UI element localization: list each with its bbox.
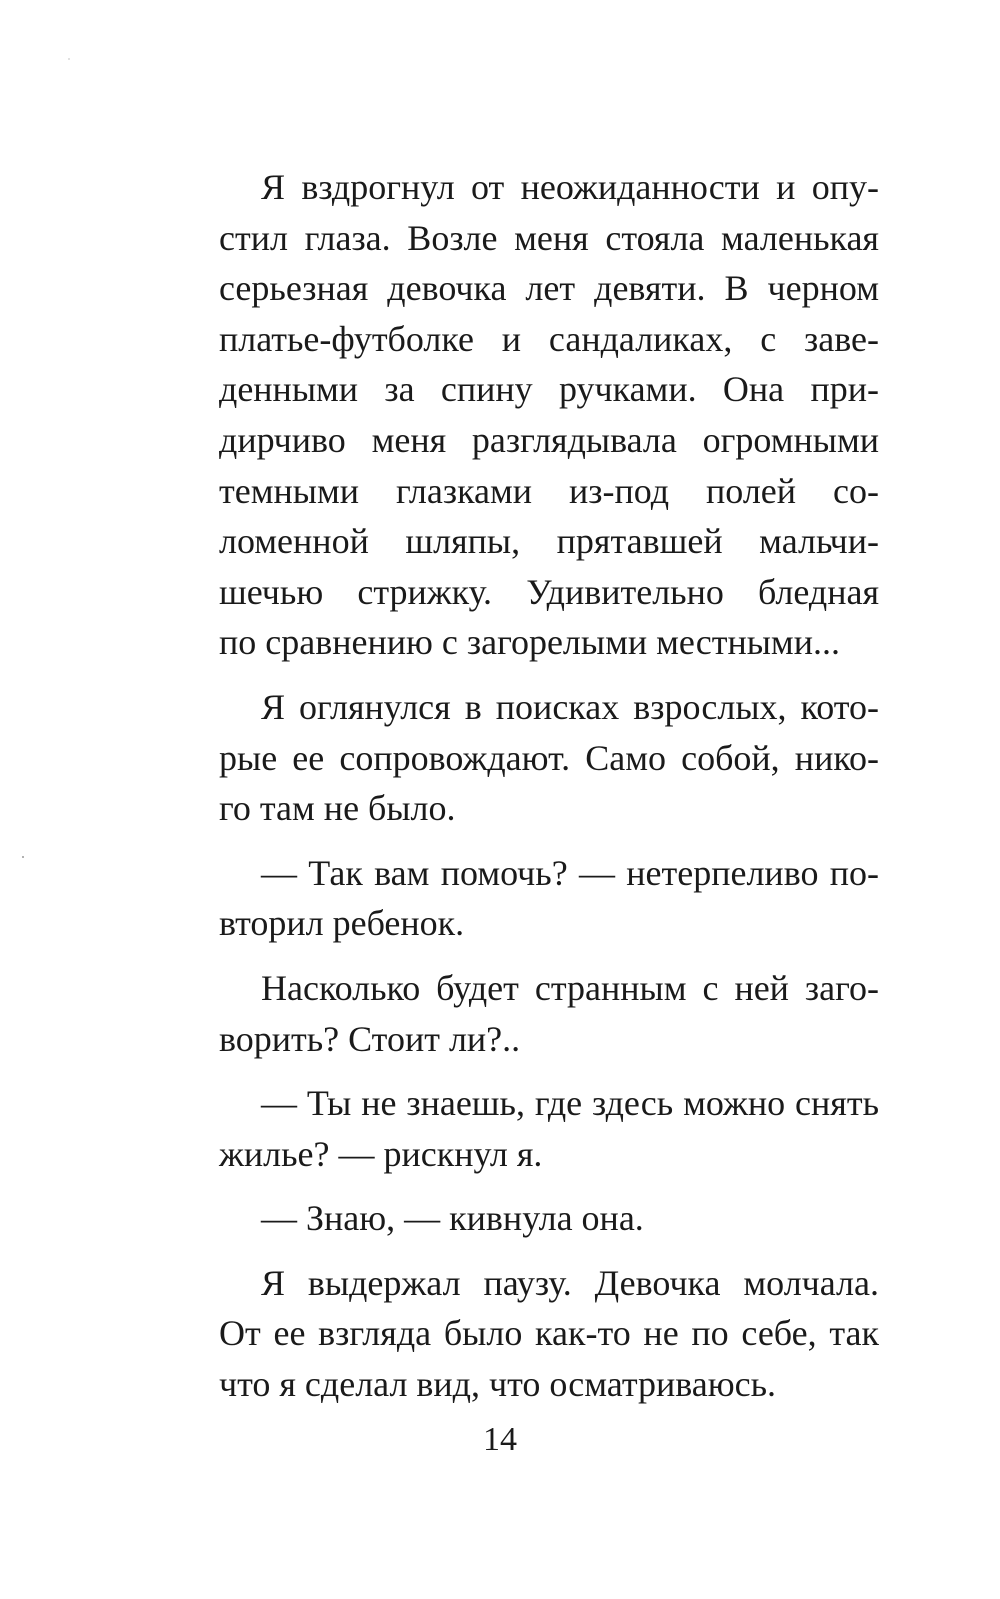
text-line: — Так вам помочь? — нетерпеливо по- [261, 852, 879, 893]
paragraph [219, 848, 879, 949]
text-line: Я вздрогнул от неожиданности и опу- [261, 167, 879, 207]
body-text [219, 162, 879, 1410]
text-line: платье-футболке и сандаликах, с заве- [219, 318, 879, 359]
paragraph [219, 963, 879, 1064]
text-line: ворить? Стоит ли?.. [219, 1018, 521, 1059]
paper-speck [22, 856, 24, 858]
text-line: жилье? — рискнул я. [219, 1133, 543, 1174]
page-number: 14 [483, 1421, 517, 1458]
text-line: го там не было. [219, 788, 456, 829]
paragraph [219, 1078, 879, 1179]
text-line: по сравнению с загорелыми местными... [219, 622, 840, 663]
text-line: дирчиво меня разглядывала огромными [219, 419, 879, 460]
text-line: Я оглянулся в поисках взрослых, кото- [261, 686, 879, 727]
text-line: стил глаза. Возле меня стояла маленькая [219, 217, 879, 258]
text-line: вторил ребенок. [219, 903, 465, 944]
paragraph [219, 682, 879, 834]
text-line: что я сделал вид, что осматриваюсь. [219, 1364, 777, 1405]
text-line: денными за спину ручками. Она при- [219, 369, 879, 410]
text-line: Насколько будет странным с ней заго- [261, 967, 879, 1008]
text-line: серьезная девочка лет девяти. В черном [219, 268, 879, 309]
text-line: рые ее сопровождают. Само собой, нико- [219, 737, 879, 778]
text-line: — Ты не знаешь, где здесь можно снять [261, 1083, 879, 1124]
text-line: Я выдержал паузу. Девочка молчала. [261, 1262, 879, 1303]
paragraph [219, 1258, 879, 1410]
text-line: шечью стрижку. Удивительно бледная [219, 571, 879, 612]
text-line: темными глазками из-под полей со- [219, 470, 879, 511]
paper-speck [68, 58, 70, 60]
paragraph [219, 162, 879, 668]
text-line: — Знаю, — кивнула она. [261, 1198, 644, 1239]
text-line: ломенной шляпы, прятавшей мальчи- [219, 521, 879, 562]
text-line: От ее взгляда было как-то не по себе, так [219, 1313, 879, 1354]
paragraph [219, 1193, 879, 1244]
